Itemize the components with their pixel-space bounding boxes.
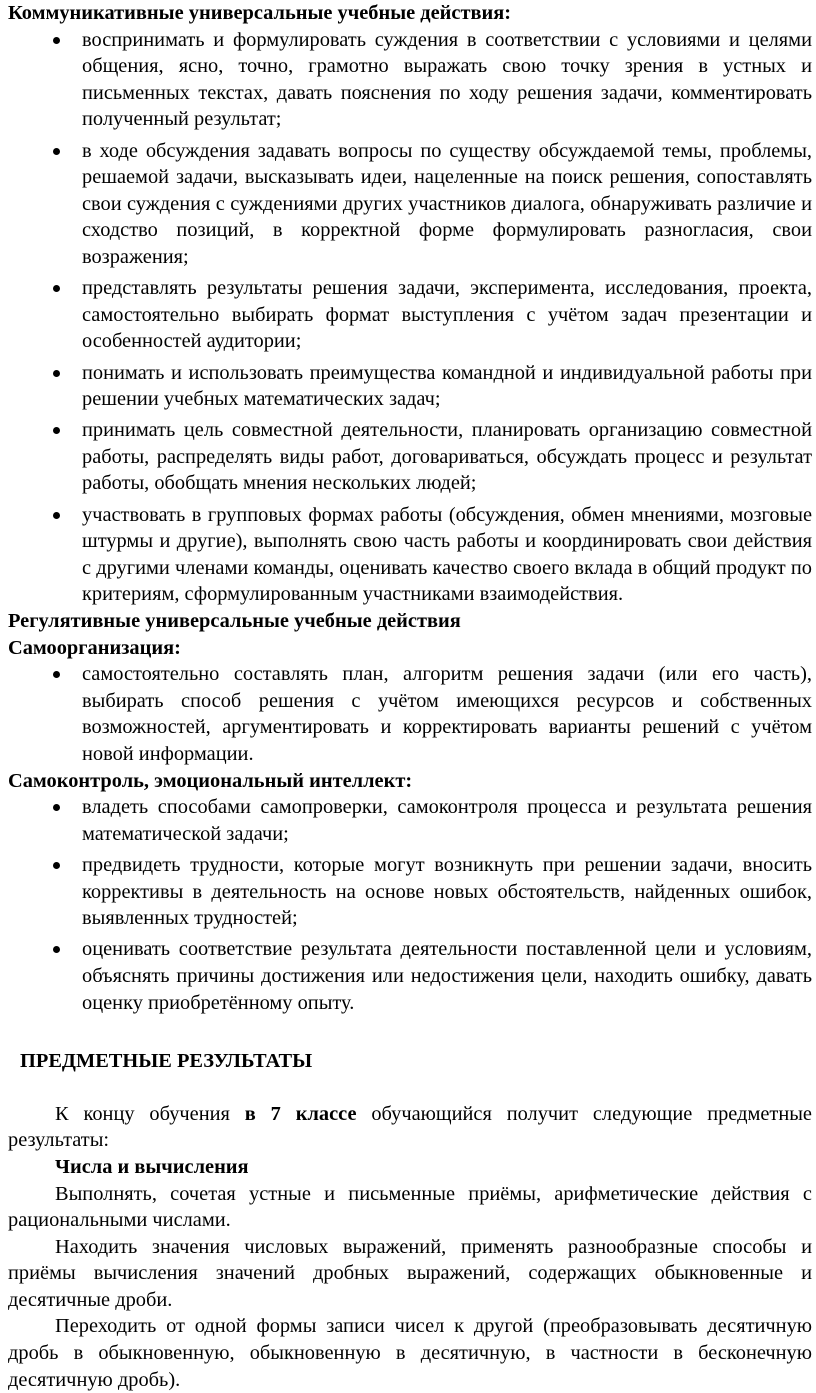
list-item: понимать и использовать преимущества командной и индивидуальной работы при решении учебных математических задач; (8, 360, 812, 413)
communicative-list (8, 27, 812, 608)
regulative-heading: Регулятивные универсальные учебные действия (8, 610, 461, 633)
bullet-icon (53, 512, 60, 519)
bullet-icon (53, 862, 60, 869)
bullet-icon (53, 370, 60, 377)
list-item: принимать цель совместной деятельности, планировать организацию совместной работы, распределять виды работ, договариваться, обсуждать процесс и результат работы, обобщать мнения нескольких людей; (8, 417, 812, 497)
paragraph: Выполнять, сочетая устные и письменные приёмы, арифметические действия с рациональными числами. (8, 1182, 812, 1232)
paragraph: Находить значения числовых выражений, применять разнообразные способы и приёмы вычисления значений дробных выражений, содержащих обыкновенные и десятичные дроби. (8, 1235, 812, 1311)
numbers-heading: Числа и вычисления (55, 1155, 249, 1178)
self-organization-heading: Самоорганизация: (8, 636, 181, 659)
list-item: представлять результаты решения задачи, эксперимента, исследования, проекта, самостоятельно выбирать формат выступления с учётом задач презентации и особенностей аудитории; (8, 275, 812, 355)
list-item: в ходе обсуждения задавать вопросы по существу обсуждаемой темы, проблемы, решаемой задачи, высказывать идеи, нацеленные на поиск решения, сопоставлять свои суждения с суждениями других участников диалога, обнаруживать различие и сходство позиций, в корректной форме формулировать разногласия, свои возражения; (8, 138, 812, 271)
paragraph: Переходить от одной формы записи чисел к другой (преобразовывать десятичную дробь в обыкновенную, обыкновенную в десятичную, в частности в бесконечную десятичную дробь). (8, 1315, 812, 1391)
list-item: участвовать в групповых формах работы (обсуждения, обмен мнениями, мозговые штурмы и другие), выполнять свою часть работы и координировать свои действия с другими членами команды, оценивать качество своего вклада в общий продукт по критериям, сформулированным участниками взаимодействия. (8, 502, 812, 608)
list-item: оценивать соответствие результата деятельности поставленной цели и условиям, объяснять причины достижения или недостижения цели, находить ошибку, давать оценку приобретённому опыту. (8, 936, 812, 1016)
bullet-icon (53, 37, 60, 44)
list-item: предвидеть трудности, которые могут возникнуть при решении задачи, вносить коррективы в деятельность на основе новых обстоятельств, найденных ошибок, выявленных трудностей; (8, 852, 812, 932)
bullet-icon (53, 427, 60, 434)
subject-results-title: ПРЕДМЕТНЫЕ РЕЗУЛЬТАТЫ (20, 1050, 313, 1073)
bullet-icon (53, 285, 60, 292)
subject-results-intro: К концу обучения в 7 классе обучающийся получит следующие предметные результаты: (8, 1102, 812, 1152)
bullet-icon (53, 671, 60, 678)
self-control-list (8, 794, 812, 1016)
list-item: самостоятельно составлять план, алгоритм решения задачи (или его часть), выбирать способ решения с учётом имеющихся ресурсов и собственных возможностей, аргументировать и корректировать варианты решений с учётом новой информации. (8, 661, 812, 767)
bullet-icon (53, 946, 60, 953)
self-control-heading: Самоконтроль, эмоциональный интеллект: (8, 769, 413, 792)
communicative-heading: Коммуникативные универсальные учебные действия: (8, 2, 512, 24)
self-organization-list (8, 661, 812, 767)
bullet-icon (53, 804, 60, 811)
list-item: владеть способами самопроверки, самоконтроля процесса и результата решения математической задачи; (8, 794, 812, 847)
list-item: воспринимать и формулировать суждения в соответствии с условиями и целями общения, ясно, точно, грамотно выражать свою точку зрения в устных и письменных текстах, давать пояснения по ходу решения задачи, комментировать полученный результат; (8, 27, 812, 133)
bullet-icon (53, 148, 60, 155)
